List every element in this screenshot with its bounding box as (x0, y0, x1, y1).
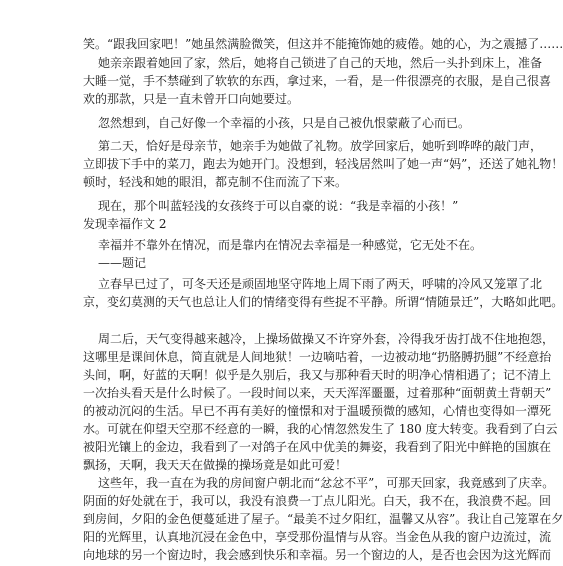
text-line: 飘扬，天啊，我天天在做操的操场竟是如此可爱！ (83, 458, 348, 472)
text-line: 周二后，天气变得越来越冷，上操场做操又不许穿外套，冷得我牙齿打战不住地抱怨， (98, 332, 555, 346)
text-line: 到房间，夕阳的金色便蔓延进了屋子。“最美不过夕阳红，温馨又从容”。我让自己笼罩在夕 (83, 512, 563, 526)
text-line: 第二天，恰好是母亲节，她亲手为她做了礼物。放学回家后，她听到哗哗的敲门声， (98, 139, 543, 153)
text-line: 被阳光镶上的金边，我看到了一对鸽子在风中优美的舞姿，我看到了阳光中鲜艳的国旗在 (83, 440, 552, 454)
text-line: 顿时，轻浅和她的眼泪，都克制不住而流了下来。 (83, 175, 348, 189)
text-line: 阳的光辉里，认真地沉浸在金色中，享受那份温情与从容。当金色从我的窗户边流过，流 (83, 530, 552, 544)
text-line: 欢的那款，只是一直未曾开口向她要过。 (83, 92, 300, 106)
text-line: 这哪里是课间休息，简直就是人间地狱！一边嘀咕着，一边被动地“扔胳膊扔腿”不经意抬 (83, 350, 552, 364)
text-line: 现在，那个叫蓝轻浅的女孩终于可以自豪的说：“我是幸福的小孩！” (98, 199, 459, 213)
text-line: 笑。“跟我回家吧！”她虽然满脸微笑，但这并不能掩饰她的疲倦。她的心，为之震撼了…… (83, 37, 563, 51)
text-line: 幸福并不靠外在情况，而是靠内在情况去幸福是一种感觉，它无处不在。 (98, 238, 483, 252)
text-line: 她亲亲跟着她回了家，然后，她将自己锁进了自己的天地，然后一头扑到床上，准备 (98, 56, 543, 70)
text-line: 阴面的好处就在于，我可以，我没有浪费一丁点儿阳光。白天，我不在，我浪费不起。回 (83, 494, 552, 508)
text-line: 这些年，我一直在为我的房间窗户朝北而“忿忿不平”，可那天回家，我竟感到了庆幸。 (98, 476, 555, 490)
text-line: 水。可就在仰望天空那不经意的一瞬，我的心情忽然发生了 180 度大转变。我看到了白云 (83, 422, 558, 436)
text-line: ——题记 (98, 256, 147, 270)
text-line: 立春早已过了，可冬天还是顽固地坚守阵地上周下雨了两天，呼啸的冷风又笼罩了北 (98, 277, 543, 291)
text-line: 大睡一觉，手不禁碰到了软软的东西，拿过来，一看，是一件很漂亮的衣服，是自己很喜 (83, 74, 552, 88)
section-heading: 发现幸福作文 2 (83, 217, 167, 231)
text-line: 的被动沉闷的生活。早已不再有美好的憧憬和对于温暖预微的感知，心情也变得如一潭死 (83, 404, 552, 418)
text-line: 一次抬头看天是什么时候了。一段时间以来，天天浑浑噩噩，过着那种“面朝黄土背朝天” (83, 386, 552, 400)
text-line: 忽然想到，自己好像一个幸福的小孩，只是自己被仇恨蒙蔽了心而已。 (98, 116, 471, 130)
text-line: 立即拔下手中的菜刀，跑去为她开门。没想到，轻浅居然叫了她一声“妈”，还送了她礼物！ (83, 157, 563, 171)
text-line: 向地球的另一个窗边时，我会感到快乐和幸福。另一个窗边的人，是否也会因为这光辉而 (83, 548, 552, 562)
text-line: 头间，啊，好蓝的天啊！似乎是久别后，我又与那种看天时的明净心情相遇了；记不清上 (83, 368, 552, 382)
text-line: 京，变幻莫测的天气也总让人们的情绪变得有些捉不平静。所谓“情随景迁”，大略如此吧。 (83, 295, 563, 309)
